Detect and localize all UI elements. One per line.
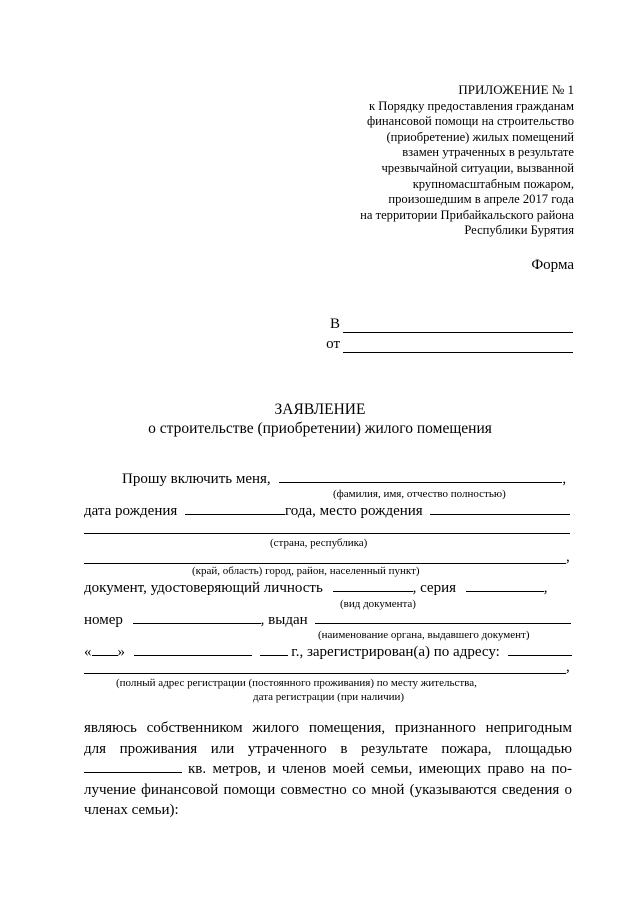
- addressee-to-label: В: [329, 316, 340, 332]
- paragraph-line: членах семьи):: [84, 802, 179, 818]
- issue-day-field[interactable]: [92, 643, 118, 656]
- address-hint-2: дата регистрации (при наличии): [253, 691, 405, 703]
- address-field-start[interactable]: [508, 643, 572, 656]
- birth-row: [84, 502, 570, 520]
- appendix-line: взамен утраченных в результате: [402, 145, 574, 160]
- include-me-row: Прошу включить меня, ,: [122, 471, 567, 487]
- addressee-to-field[interactable]: [343, 318, 573, 333]
- number-label: номер: [84, 612, 123, 628]
- paragraph-line: являюсь собственником жилого помещения, признанного непригодным: [84, 720, 572, 736]
- birth-place-label: года, место рождения: [285, 503, 423, 519]
- address-comma: ,: [566, 659, 570, 675]
- include-me-label: Прошу включить меня,: [122, 471, 271, 487]
- appendix-block: [360, 82, 574, 239]
- ownership-paragraph: [84, 718, 572, 821]
- issuer-hint: (наименование органа, выдавшего документ): [318, 629, 530, 641]
- paragraph-line: лучение финансовой помощи совместно со мной (указываются сведения о: [84, 781, 572, 798]
- appendix-line: чрезвычайной ситуации, вызванной: [381, 160, 574, 175]
- id-document-row: документ, удостоверяющий личность , серия ,: [84, 580, 548, 596]
- number-row: [84, 611, 571, 629]
- birth-date-label: дата рождения: [84, 503, 178, 519]
- issue-month-field[interactable]: [134, 643, 252, 656]
- paragraph-line: для проживания или утраченного в результате пожара, площадью: [84, 740, 572, 757]
- paragraph-line: кв. метров, и членов моей семьи, имеющих право на по-: [188, 761, 572, 777]
- appendix-line: на территории Прибайкальского района: [360, 207, 574, 222]
- addressee-from-label: от: [326, 336, 340, 352]
- address-field[interactable]: [84, 672, 566, 674]
- address-hint-1: (полный адрес регистрации (постоянного проживания) по месту жительства,: [116, 677, 477, 689]
- quote-close: »: [117, 644, 125, 660]
- region-field[interactable]: [84, 562, 566, 564]
- series-field[interactable]: [466, 579, 544, 592]
- id-document-label: документ, удостоверяющий личность: [84, 580, 323, 596]
- fio-hint: (фамилия, имя, отчество полностью): [333, 488, 506, 500]
- quote-open: «: [84, 644, 92, 660]
- id-document-field[interactable]: [333, 579, 413, 592]
- fio-field[interactable]: [279, 470, 562, 483]
- title-sub: о строительстве (приобретении) жилого помещения: [148, 420, 492, 437]
- series-label: , серия: [412, 580, 457, 596]
- appendix-heading: ПРИЛОЖЕНИЕ № 1: [458, 82, 574, 97]
- number-field[interactable]: [133, 611, 261, 624]
- title-main: ЗАЯВЛЕНИЕ: [274, 401, 366, 418]
- appendix-line: (приобретение) жилых помещений: [386, 129, 574, 144]
- country-field[interactable]: [84, 532, 570, 534]
- appendix-line: крупномасштабным пожаром,: [412, 176, 574, 191]
- appendix-line: к Порядку предоставления гражданам: [369, 98, 574, 113]
- appendix-line: финансовой помощи на строительство: [367, 114, 574, 129]
- addressee-from-field[interactable]: [343, 338, 573, 353]
- region-comma: ,: [566, 549, 570, 565]
- paragraph-area-row: [84, 759, 572, 780]
- country-hint: (страна, республика): [270, 537, 368, 549]
- issue-date-row: [84, 643, 572, 661]
- appendix-line: произошедшим в апреле 2017 года: [388, 192, 574, 207]
- doc-type-hint: (вид документа): [340, 598, 416, 610]
- issuer-field[interactable]: [315, 611, 571, 624]
- birth-date-field[interactable]: [185, 502, 285, 515]
- document-title: [0, 400, 640, 438]
- registered-label: г., зарегистрирован(а) по адресу:: [291, 644, 500, 660]
- addressee-to-row: [318, 316, 573, 333]
- form-label: Форма: [531, 257, 574, 273]
- region-hint: (край, область) город, район, населенный пункт): [192, 565, 420, 577]
- issue-year-field[interactable]: [260, 643, 288, 656]
- issued-label: , выдан: [260, 612, 308, 628]
- appendix-line: Республики Бурятия: [464, 223, 574, 238]
- area-field[interactable]: [84, 760, 182, 773]
- addressee-from-row: [318, 336, 573, 353]
- birth-place-field[interactable]: [430, 502, 570, 515]
